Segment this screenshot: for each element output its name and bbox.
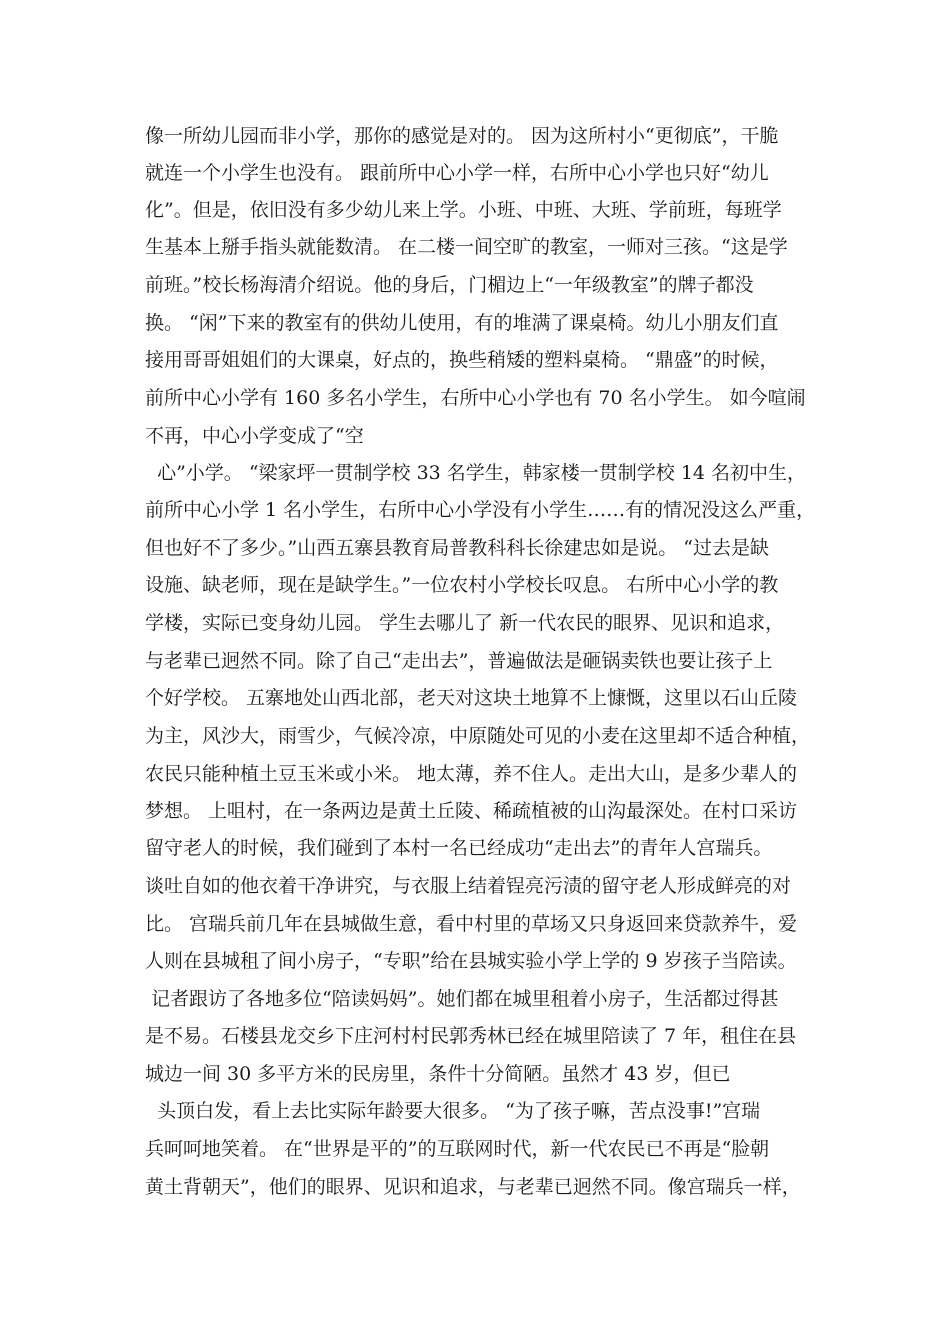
text-line: 比。 宫瑞兵前几年在县城做生意，看中村里的草场又只身返回来贷款养牛，爱 (145, 913, 798, 935)
text-line: 像一所幼儿园而非小学，那你的感觉是对的。 因为这所村小“更彻底”，干脆 (145, 125, 779, 147)
text-line: 但也好不了多少。”山西五寨县教育局普教科科长徐建忠如是说。 “过去是缺 (145, 537, 769, 559)
text-line: 为主，风沙大，雨雪少，气候冷凉，中原随处可见的小麦在这里却不适合种植， (145, 725, 811, 747)
text-line: 前所中心小学有 160 多名小学生，右所中心小学也有 70 名小学生。 如今喧闹 (145, 387, 806, 409)
text-line: 学楼，实际已变身幼儿园。 学生去哪儿了 新一代农民的眼界、见识和追求， (145, 612, 785, 634)
text-line: 兵呵呵地笑着。 在“世界是平的”的互联网时代，新一代农民已不再是“脸朝 (145, 1138, 770, 1160)
text-line: 前所中心小学 1 名小学生，右所中心小学没有小学生……有的情况没这么严重， (145, 499, 815, 521)
text-line: 就连一个小学生也没有。 跟前所中心小学一样，右所中心小学也只好“幼儿 (145, 162, 769, 184)
text-line: 梦想。 上咀村，在一条两边是黄土丘陵、稀疏植被的山沟最深处。在村口采访 (145, 800, 798, 822)
text-line: 是不易。石楼县龙交乡下庄河村村民郭秀林已经在城里陪读了 7 年，租住在县 (145, 1025, 797, 1047)
text-line: 头顶白发，看上去比实际年龄要大很多。 “为了孩子嘛，苦点没事!”宫瑞 (145, 1100, 761, 1122)
text-line: 记者跟访了各地多位“陪读妈妈”。她们都在城里租着小房子，生活都过得甚 (145, 988, 779, 1010)
text-line: 人则在县城租了间小房子，“专职”给在县城实验小学上学的 9 岁孩子当陪读。 (145, 950, 797, 972)
text-line: 设施、缺老师，现在是缺学生。”一位农村小学校长叹息。 右所中心小学的教 (145, 574, 779, 596)
text-line: 心”小学。 “梁家坪一贯制学校 33 名学生，韩家楼一贯制学校 14 名初中生， (145, 462, 807, 484)
text-line: 黄土背朝天”，他们的眼界、见识和追求，与老辈已迥然不同。像宫瑞兵一样， (145, 1176, 801, 1198)
text-line: 农民只能种植土豆玉米或小米。 地太薄，养不住人。走出大山，是多少辈人的 (145, 763, 798, 785)
text-line: 与老辈已迥然不同。除了自己“走出去”，普遍做法是砸锅卖铁也要让孩子上 (145, 650, 773, 672)
text-line: 化”。但是，依旧没有多少幼儿来上学。小班、中班、大班、学前班，每班学 (145, 199, 782, 221)
text-line: 生基本上掰手指头就能数清。 在二楼一间空旷的教室，一师对三孩。“这是学 (145, 236, 788, 258)
text-line: 换。 “闲”下来的教室有的供幼儿使用，有的堆满了课桌椅。幼儿小朋友们直 (145, 312, 779, 334)
text-line: 留守老人的时候，我们碰到了本村一名已经成功“走出去”的青年人宫瑞兵。 (145, 837, 773, 859)
text-line: 接用哥哥姐姐们的大课桌，好点的，换些稍矮的塑料桌椅。 “鼎盛”的时候， (145, 349, 779, 371)
text-line: 前班。”校长杨海清介绍说。他的身后，门楣边上“一年级教室”的牌子都没 (145, 274, 754, 296)
text-line: 谈吐自如的他衣着干净讲究，与衣服上结着锃亮污渍的留守老人形成鲜亮的对 (145, 875, 792, 897)
text-line: 个好学校。 五寨地处山西北部，老天对这块土地算不上慷慨，这里以石山丘陵 (145, 687, 798, 709)
text-line: 城边一间 30 多平方米的民房里，条件十分简陋。虽然才 43 岁，但已 (145, 1063, 731, 1085)
text-line: 不再，中心小学变成了“空 (145, 425, 364, 447)
